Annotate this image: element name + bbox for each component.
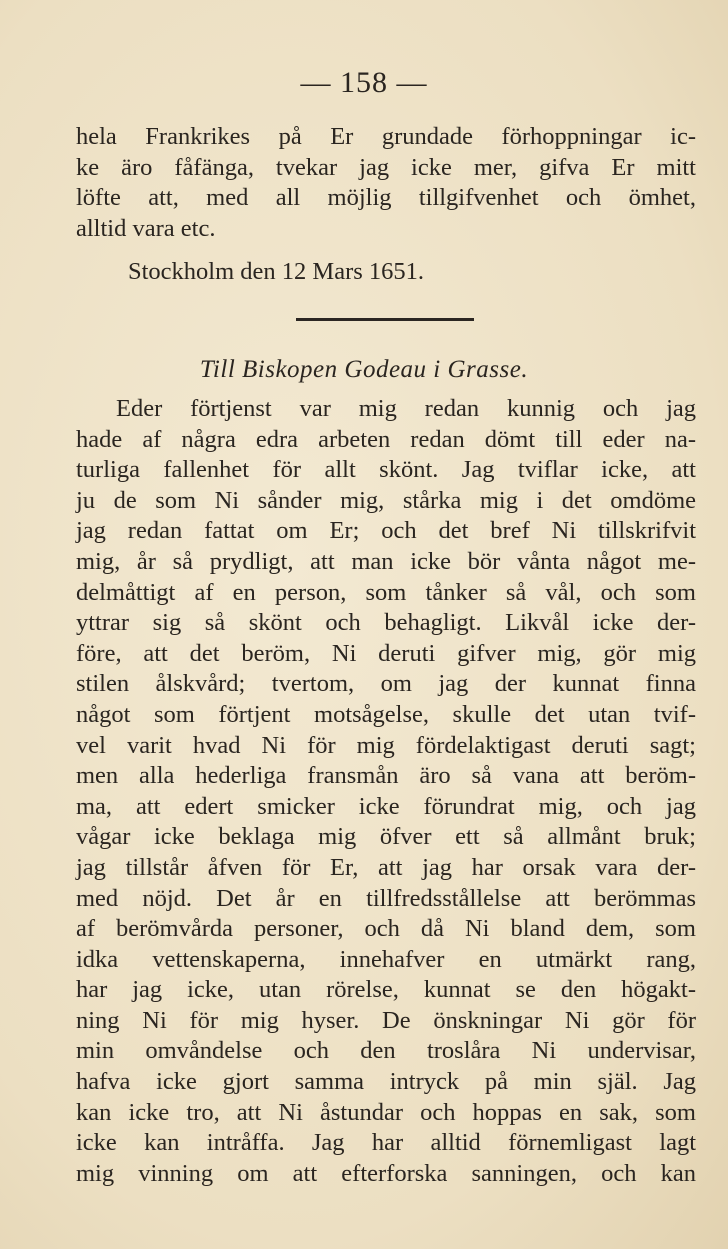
- text-line: stilen ålskvård; tvertom, om jag der kunnat finna: [76, 670, 696, 698]
- text-line: något som förtjent motsågelse, skulle det utan tvif-: [76, 700, 696, 728]
- text-line: jag redan fattat om Er; och det bref Ni tillskrifvit: [76, 517, 696, 545]
- text-line: ning Ni för mig hyser. De önskningar Ni gör för: [76, 1006, 696, 1034]
- continuation-paragraph: [76, 122, 696, 244]
- text-line: icke kan intråffa. Jag har alltid förnemligast lagt: [76, 1129, 696, 1157]
- text-line: jag tillstår åfven för Er, att jag har orsak vara der-: [76, 853, 696, 881]
- text-line: delmåttigt af en person, som tånker så vål, och som: [76, 578, 696, 606]
- text-line: men alla hederliga fransmån äro så vana att beröm-: [76, 762, 696, 790]
- letter-dateline: Stockholm den 12 Mars 1651.: [128, 258, 425, 285]
- text-line: ma, att edert smicker icke förundrat mig, och jag: [76, 792, 696, 820]
- text-line: mig, år så prydligt, att man icke bör vånta något me-: [76, 547, 696, 575]
- text-line: hela Frankrikes på Er grundade förhoppningar ic-: [76, 123, 696, 150]
- text-line: turliga fallenhet för allt skönt. Jag tviflar icke, att: [76, 456, 696, 484]
- text-line: Eder förtjenst var mig redan kunnig och jag: [116, 395, 696, 422]
- text-line: hade af några edra arbeten redan dömt till eder na-: [76, 425, 696, 453]
- text-line: min omvåndelse och den troslåra Ni undervisar,: [76, 1037, 696, 1065]
- text-line: har jag icke, utan rörelse, kunnat se den högakt-: [76, 976, 696, 1004]
- text-line: vågar icke beklaga mig öfver ett så allmånt bruk;: [76, 823, 696, 851]
- text-line: mig vinning om att efterforska sanningen, och kan: [76, 1159, 696, 1187]
- letter-heading: Till Biskopen Godeau i Grasse.: [199, 356, 529, 383]
- text-line: vel varit hvad Ni för mig fördelaktigast deruti sagt;: [76, 731, 696, 759]
- text-line: kan icke tro, att Ni åstundar och hoppas en sak, som: [76, 1098, 696, 1126]
- page-number-header: — 158 —: [300, 66, 428, 99]
- text-line: hafva icke gjort samma intryck på min själ. Jag: [76, 1068, 696, 1096]
- text-line: alltid vara etc.: [76, 214, 216, 242]
- text-line: yttrar sig så skönt och behagligt. Likvål icke der-: [76, 609, 696, 637]
- text-line: före, att det beröm, Ni deruti gifver mig, gör mig: [76, 639, 696, 667]
- section-divider: [296, 318, 474, 321]
- text-line: ke äro fåfänga, tvekar jag icke mer, gifva Er mitt: [76, 153, 696, 181]
- text-line: ju de som Ni sånder mig, stårka mig i det omdöme: [76, 486, 696, 514]
- text-line: med nöjd. Det år en tillfredsstållelse att berömmas: [76, 884, 696, 912]
- text-line: af berömvårda personer, och då Ni bland dem, som: [76, 915, 696, 943]
- text-line: idka vettenskaperna, innehafver en utmärkt rang,: [76, 945, 696, 973]
- text-line: löfte att, med all möjlig tillgifvenhet och ömhet,: [76, 184, 696, 212]
- letter-body: [76, 394, 696, 1189]
